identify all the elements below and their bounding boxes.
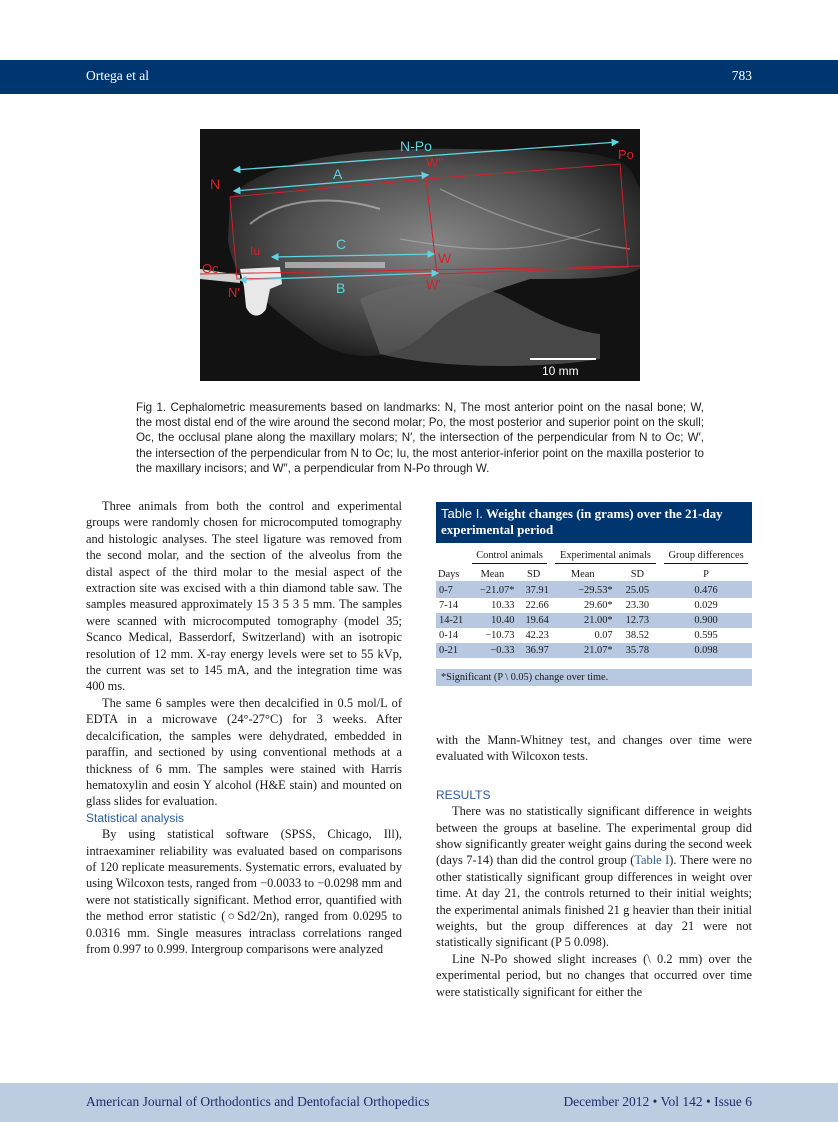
figure-caption: Fig 1. Cephalometric measurements based on landmarks: N, The most anterior point on the nasal bone; W, the most distal end of the wire around the second molar; Po, the most posterior and superior point on the skull; Oc, the occlusal plane along the maxillary molars; N′, the intersection of the perpendicular from N to Oc; W′, the intersection of the perpendicular from N to Oc; Iu, the most anterior-inferior point on the maxilla posterior to the maxillary incisors; and W″, a perpendicular from N-Po through W.	[136, 401, 704, 475]
label-n: N	[210, 176, 221, 192]
results-paragraph-2: Line N-Po showed slight increases (\ 0.2 mm) over the experimental period, but no changes that occurred over time were statistically significant for either the	[436, 951, 752, 999]
col-header-exp-sd: SD	[615, 566, 660, 582]
label-b: B	[336, 280, 346, 296]
label-n-prime: N'	[228, 285, 240, 300]
label-w: W	[438, 250, 452, 266]
table-row	[436, 582, 752, 598]
table-title-text: Weight changes (in grams) over the 21-day experimental period	[441, 506, 723, 537]
col-header-control-mean: Mean	[468, 566, 516, 582]
scale-bar-label: 10 mm	[542, 364, 579, 378]
label-po: Po	[618, 147, 634, 162]
group-header-control: Control animals	[472, 550, 547, 564]
label-n-po: N-Po	[400, 138, 432, 154]
label-w-prime: W'	[426, 277, 441, 292]
cell-exp-sd: 38.52	[625, 630, 650, 641]
cell-exp-mean: 21.07*	[551, 643, 615, 658]
label-w-double-prime: W''	[426, 155, 444, 170]
cell-exp-mean: 0.07	[594, 630, 613, 641]
label-iu: Iu	[250, 244, 261, 258]
table-row	[436, 613, 752, 628]
journal-name: American Journal of Orthodontics and Dentofacial Orthopedics	[86, 1094, 430, 1109]
cell-days: 14-21	[436, 613, 468, 628]
col-header-control-sd: SD	[516, 566, 550, 582]
label-oc: Oc	[202, 261, 219, 276]
cell-exp-sd: 12.73	[615, 613, 660, 628]
figure-1-radiograph	[200, 129, 640, 381]
cell-p: 0.098	[660, 643, 752, 658]
section-heading-results: RESULTS	[436, 787, 491, 802]
cell-exp-mean: −29.53*	[551, 582, 615, 598]
cell-exp-mean: 21.00*	[551, 613, 615, 628]
cell-control-sd: 22.66	[525, 600, 549, 611]
cell-exp-mean: 29.60*	[584, 600, 613, 611]
page-number: 783	[731, 68, 752, 83]
issue-info: December 2012 • Vol 142 • Issue 6	[563, 1094, 752, 1109]
cell-exp-sd: 25.05	[615, 582, 660, 598]
methods-continuation: with the Mann-Whitney test, and changes over time were evaluated with Wilcoxon tests.	[436, 733, 752, 764]
cell-days: 0-21	[436, 643, 468, 658]
cell-control-sd: 19.64	[516, 613, 550, 628]
cell-control-sd: 36.97	[516, 643, 550, 658]
cell-exp-sd: 23.30	[625, 600, 650, 611]
col-header-days: Days	[436, 566, 468, 582]
skull-xray-diagram	[200, 129, 640, 381]
results-paragraph-1	[436, 803, 752, 951]
cell-p: 0.595	[694, 630, 718, 641]
cell-control-sd: 37.91	[516, 582, 550, 598]
right-column	[436, 732, 752, 1000]
statistics-paragraph: By using statistical software (SPSS, Chicago, Ill), intraexaminer reliability was evaluated based on comparisons of 120 replicate measurements. Systematic errors, evaluated by using Wilcoxon tests, ranged from −0.0033 to −0.0298 mm and were not statistically significant. Method error, quantified with the method error statistic (○Sd2/2n), ranged from 0.0295 to 0.0316 mm. Single measures intraclass correlations ranged from 0.997 to 0.999. Intergroup comparisons were analyzed	[86, 827, 402, 956]
cell-control-mean: 10.33	[491, 600, 515, 611]
cell-p: 0.476	[660, 582, 752, 598]
table-row	[436, 598, 752, 613]
col-header-p: P	[660, 566, 752, 582]
left-column	[86, 498, 402, 957]
col-header-exp-mean: Mean	[551, 566, 615, 582]
label-a: A	[333, 166, 343, 182]
cell-p: 0.900	[660, 613, 752, 628]
cell-exp-sd: 35.78	[615, 643, 660, 658]
table-title	[436, 502, 752, 543]
results-text: ). There were no other statistically significant group differences in weight over time. At day 21, the controls returned to their initial weights; the experimental animals finished 21 g heavier than their initial weights, but the group differences at day 21 were not statistically significant (P 5 0.098).	[436, 853, 752, 950]
table-label: Table I.	[441, 506, 483, 521]
cell-control-mean: −0.33	[468, 643, 516, 658]
methods-paragraph-2: The same 6 samples were then decalcified in 0.5 mol/L of EDTA in a microwave (24°-27°C) for 3 weeks. After decalcification, the samples were dehydrated, embedded in paraffin, and sectioned by using conventional methods at a thickness of 6 mm. The samples were stained with Harris hematoxylin and eosin Y alcohol (H&E stain) and mounted on glass slides for evaluation.	[86, 695, 402, 809]
table-row	[436, 628, 752, 643]
cell-control-sd: 42.23	[525, 630, 549, 641]
group-header-differences: Group differences	[664, 550, 748, 564]
weight-changes-table	[436, 549, 752, 658]
table-footnote: *Significant (P \ 0.05) change over time.	[436, 669, 752, 686]
table-row	[436, 643, 752, 658]
running-footer	[0, 1083, 838, 1122]
group-header-experimental: Experimental animals	[555, 550, 656, 564]
cell-control-mean: −21.07*	[468, 582, 516, 598]
cell-days: 0-14	[439, 630, 459, 641]
cell-days: 0-7	[436, 582, 468, 598]
methods-paragraph-1: Three animals from both the control and experimental groups were randomly chosen for microcomputed tomography and histologic analyses. The steel ligature was removed from the second molar, and the section of the alveolus from the distal aspect of the third molar to the mesial aspect of the extraction site was excised with a thin diamond table saw. The samples measured approximately 15 3 5 3 5 mm. The samples were scanned with microcomputed tomography (model 35; Scanco Medical, Basserdorf, Switzerland) with an isotropic resolution of 12 mm. X-ray energy levels were set to 55 kVp, the current was set to 145 mA, and the integration time was 400 ms.	[86, 499, 402, 694]
table-1	[436, 502, 752, 686]
cell-control-mean: −10.73	[485, 630, 515, 641]
results-text: There was no statistically significant difference in weights between the groups at baseline. The experimental group did show significantly greater weight gains during the second week (days 7-14) than did the control group (	[436, 804, 752, 868]
table-1-link[interactable]: Table I	[634, 853, 670, 868]
cell-days: 7-14	[439, 600, 459, 611]
running-header	[0, 60, 838, 94]
cell-p: 0.029	[694, 600, 718, 611]
cell-control-mean: 10.40	[468, 613, 516, 628]
running-header-authors: Ortega et al	[86, 68, 149, 83]
section-heading-statistical-analysis: Statistical analysis	[86, 810, 185, 825]
label-c: C	[336, 236, 347, 252]
